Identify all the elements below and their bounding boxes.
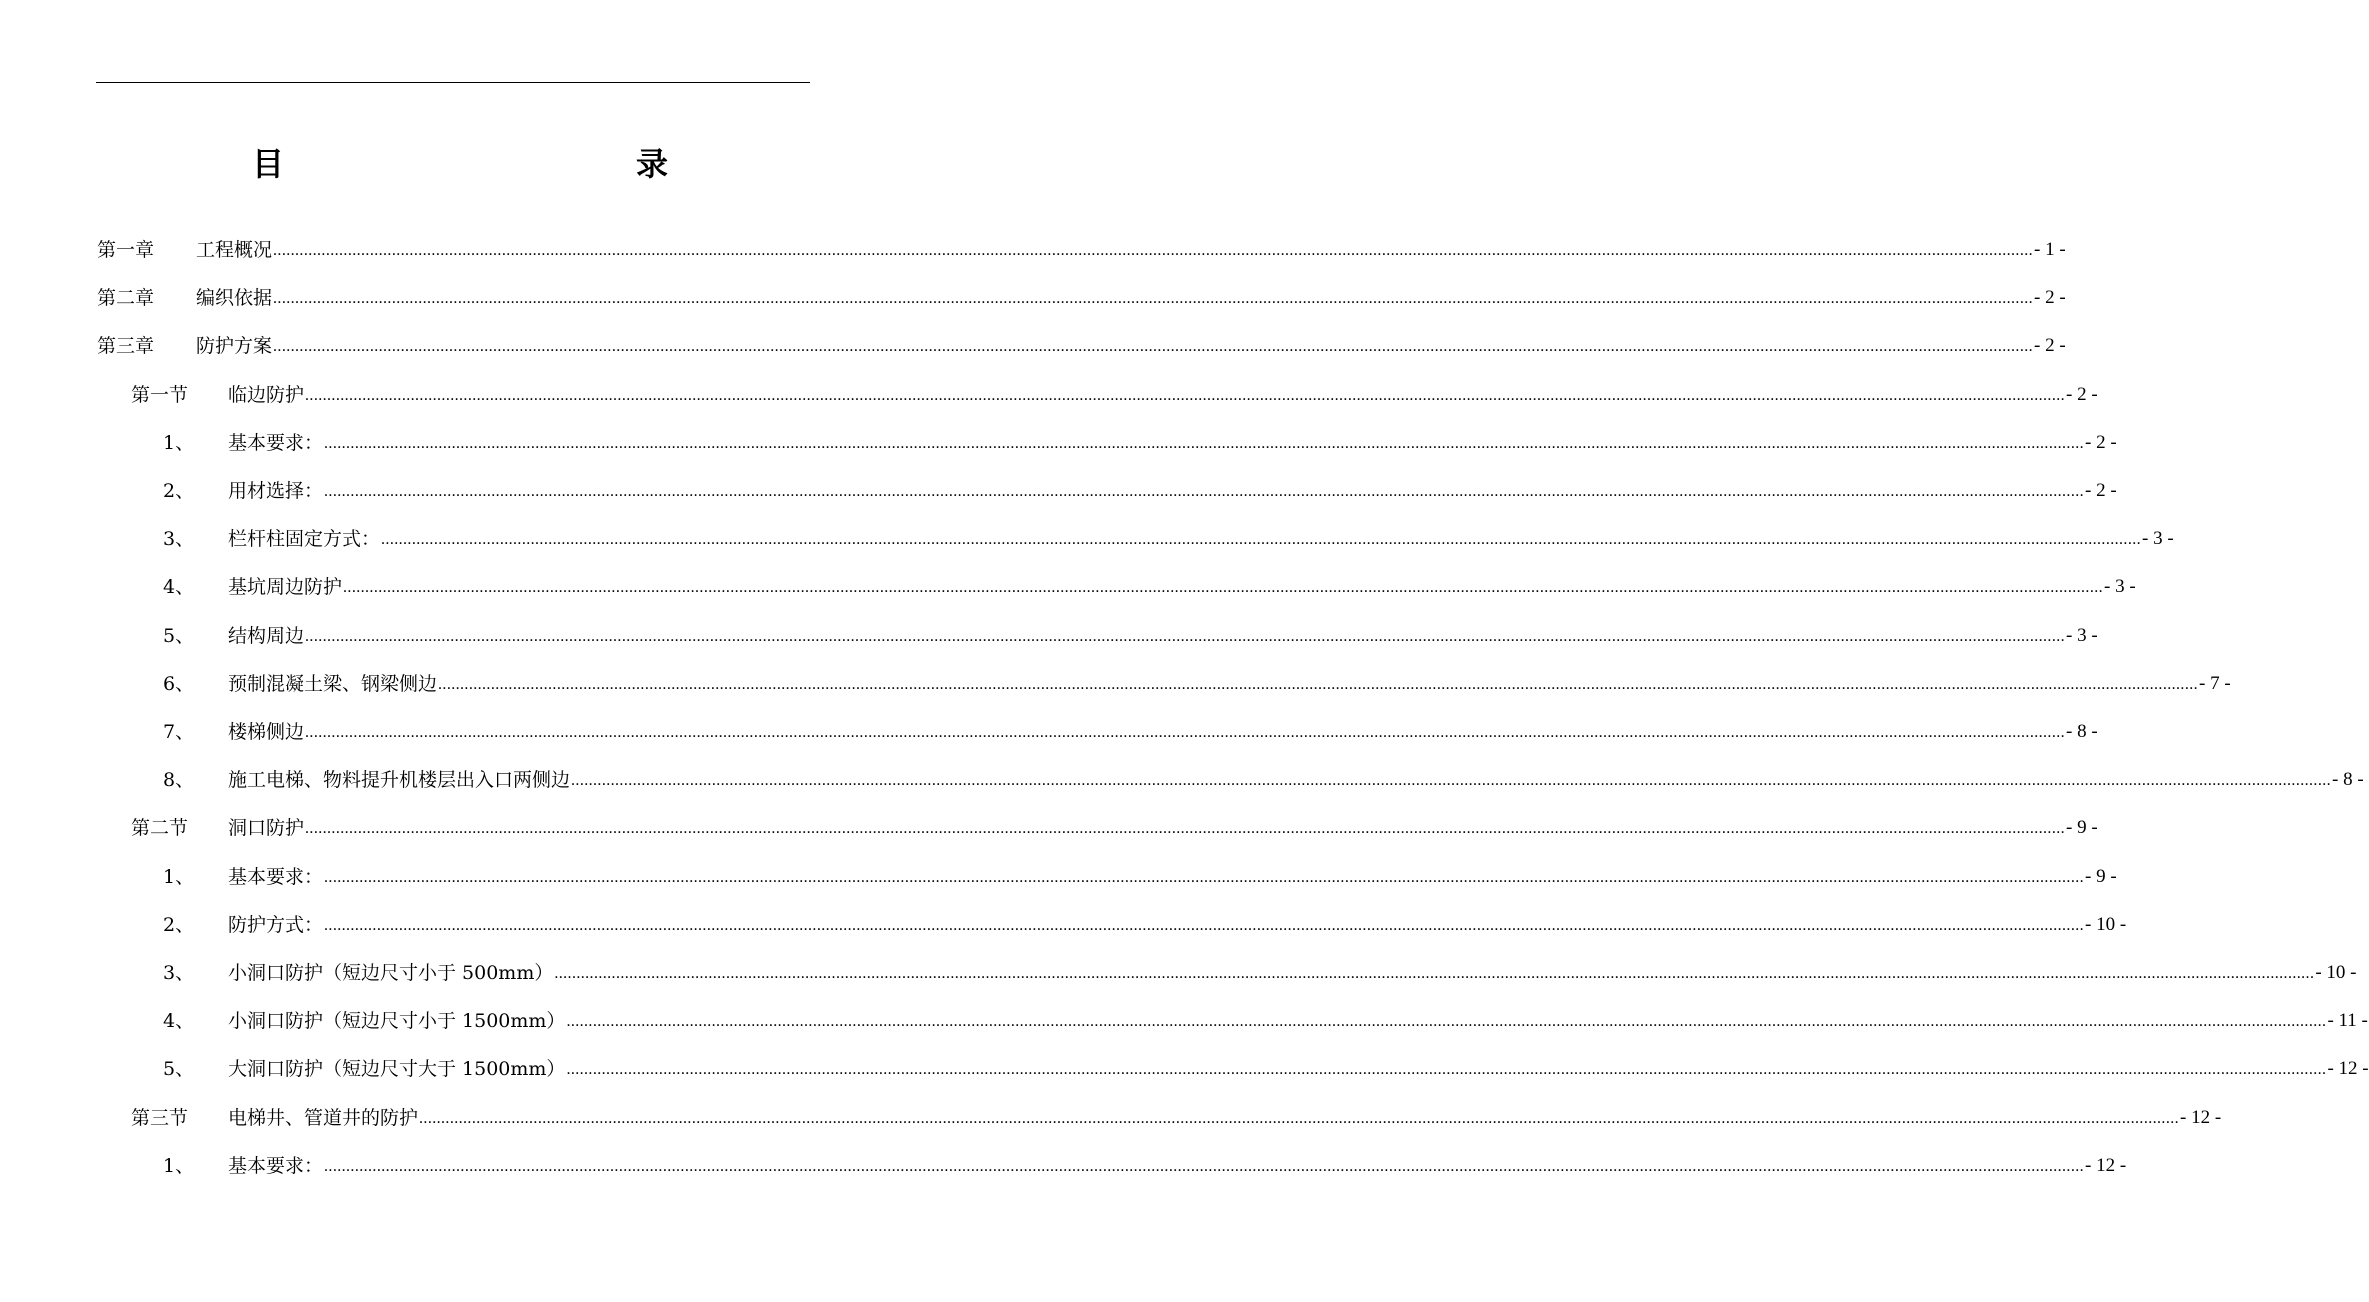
toc-entry-page: - 11 - bbox=[2327, 1010, 2368, 1031]
toc-entry-title: 基本要求： bbox=[228, 866, 324, 888]
toc-entry-title: 工程概况 bbox=[196, 239, 273, 261]
toc-entry-title: 编织依据 bbox=[196, 287, 273, 309]
toc-dot-leader: ................................................................................................................................................................................................................................................................................................................................................................................................................ bbox=[305, 724, 2066, 741]
toc-entry-number: 5、 bbox=[163, 1058, 195, 1080]
toc-entry-page: - 12 - bbox=[2085, 1155, 2127, 1176]
toc-entry[interactable] bbox=[97, 285, 2066, 311]
toc-entry-title: 电梯井、管道井的防护 bbox=[228, 1107, 419, 1129]
toc-dot-leader: ................................................................................................................................................................................................................................................................................................................................................................................................................ bbox=[438, 676, 2199, 693]
toc-entry-page: - 3 - bbox=[2104, 576, 2136, 597]
toc-entry-title: 预制混凝土梁、钢梁侧边 bbox=[228, 673, 438, 695]
toc-entry-title: 用材选择： bbox=[228, 480, 324, 502]
toc-dot-leader: ................................................................................................................................................................................................................................................................................................................................................................................................................ bbox=[343, 579, 2104, 596]
toc-entry-page: - 2 - bbox=[2066, 384, 2098, 405]
toc-entry[interactable] bbox=[131, 815, 2098, 841]
toc-entry-number: 第三章 bbox=[97, 335, 155, 357]
toc-dot-leader: ................................................................................................................................................................................................................................................................................................................................................................................................................ bbox=[273, 290, 2034, 307]
toc-entry[interactable] bbox=[163, 430, 2117, 456]
toc-entry-number: 8、 bbox=[163, 769, 195, 791]
toc-entry-page: - 12 - bbox=[2180, 1107, 2222, 1128]
toc-entry[interactable] bbox=[163, 478, 2117, 504]
toc-entry-page: - 2 - bbox=[2085, 432, 2117, 453]
toc-entry-number: 2、 bbox=[163, 914, 195, 936]
toc-entry[interactable] bbox=[163, 960, 2357, 986]
toc-entry-page: - 8 - bbox=[2066, 721, 2098, 742]
toc-dot-leader: ................................................................................................................................................................................................................................................................................................................................................................................................................ bbox=[324, 917, 2085, 934]
toc-entry-number: 第一章 bbox=[97, 239, 155, 261]
toc-entry-number: 4、 bbox=[163, 576, 195, 598]
toc-entry[interactable] bbox=[131, 1105, 2222, 1131]
toc-entry-page: - 3 - bbox=[2066, 625, 2098, 646]
toc-entry-title: 结构周边 bbox=[228, 625, 305, 647]
toc-entry-number: 第二章 bbox=[97, 287, 155, 309]
toc-entry-number: 1、 bbox=[163, 432, 195, 454]
toc-entry[interactable] bbox=[163, 864, 2117, 890]
toc-entry-page: - 3 - bbox=[2142, 528, 2174, 549]
toc-entry-number: 5、 bbox=[163, 625, 195, 647]
toc-entry[interactable] bbox=[163, 912, 2127, 938]
toc-entry[interactable] bbox=[163, 1153, 2127, 1179]
toc-dot-leader: ................................................................................................................................................................................................................................................................................................................................................................................................................ bbox=[419, 1110, 2180, 1127]
toc-entry-title: 小洞口防护（短边尺寸小于 500mm） bbox=[228, 962, 554, 984]
toc-entry-title: 施工电梯、物料提升机楼层出入口两侧边 bbox=[228, 769, 571, 791]
toc-entry-title: 楼梯侧边 bbox=[228, 721, 305, 743]
toc-dot-leader: ................................................................................................................................................................................................................................................................................................................................................................................................................ bbox=[324, 1158, 2085, 1175]
toc-entry-title: 小洞口防护（短边尺寸小于 1500mm） bbox=[228, 1010, 566, 1032]
toc-entry[interactable] bbox=[163, 719, 2098, 745]
toc-entry[interactable] bbox=[163, 767, 2364, 793]
toc-entry-number: 第二节 bbox=[131, 817, 189, 839]
toc-entry-title: 大洞口防护（短边尺寸大于 1500mm） bbox=[228, 1058, 566, 1080]
toc-entry-number: 7、 bbox=[163, 721, 195, 743]
page-title: 目 录 bbox=[251, 145, 764, 183]
toc-entry-number: 第三节 bbox=[131, 1107, 189, 1129]
toc-entry[interactable] bbox=[97, 237, 2066, 263]
toc-entry-number: 1、 bbox=[163, 866, 195, 888]
toc-dot-leader: ................................................................................................................................................................................................................................................................................................................................................................................................................ bbox=[554, 965, 2315, 982]
toc-entry-title: 临边防护 bbox=[228, 384, 305, 406]
toc-entry-title: 基本要求： bbox=[228, 1155, 324, 1177]
toc-entry-number: 3、 bbox=[163, 528, 195, 550]
toc-entry-page: - 10 - bbox=[2315, 962, 2357, 983]
toc-entry-number: 6、 bbox=[163, 673, 195, 695]
toc-entry[interactable] bbox=[163, 574, 2136, 600]
toc-entry-page: - 2 - bbox=[2085, 480, 2117, 501]
toc-entry-page: - 2 - bbox=[2034, 287, 2066, 308]
toc-entry-number: 第一节 bbox=[131, 384, 189, 406]
toc-entry-page: - 1 - bbox=[2034, 239, 2066, 260]
toc-dot-leader: ................................................................................................................................................................................................................................................................................................................................................................................................................ bbox=[324, 435, 2085, 452]
toc-entry-number: 2、 bbox=[163, 480, 195, 502]
toc-entry-page: - 9 - bbox=[2085, 866, 2117, 887]
toc-entry[interactable] bbox=[163, 671, 2231, 697]
toc-entry-title: 栏杆柱固定方式： bbox=[228, 528, 381, 550]
toc-entry-page: - 10 - bbox=[2085, 914, 2127, 935]
toc-entry-page: - 9 - bbox=[2066, 817, 2098, 838]
toc-entry-page: - 8 - bbox=[2332, 769, 2364, 790]
toc-dot-leader: ................................................................................................................................................................................................................................................................................................................................................................................................................ bbox=[324, 869, 2085, 886]
toc-dot-leader: ................................................................................................................................................................................................................................................................................................................................................................................................................ bbox=[273, 242, 2034, 259]
toc-entry-title: 基本要求： bbox=[228, 432, 324, 454]
toc-entry-number: 1、 bbox=[163, 1155, 195, 1177]
toc-dot-leader: ................................................................................................................................................................................................................................................................................................................................................................................................................ bbox=[273, 338, 2034, 355]
toc-entry-title: 防护方式： bbox=[228, 914, 324, 936]
toc-entry[interactable] bbox=[163, 526, 2174, 552]
toc-entry-number: 3、 bbox=[163, 962, 195, 984]
toc-entry[interactable] bbox=[163, 1008, 2368, 1034]
toc-dot-leader: ................................................................................................................................................................................................................................................................................................................................................................................................................ bbox=[566, 1061, 2327, 1078]
toc-entry[interactable] bbox=[163, 623, 2098, 649]
toc-entry-title: 洞口防护 bbox=[228, 817, 305, 839]
toc-dot-leader: ................................................................................................................................................................................................................................................................................................................................................................................................................ bbox=[305, 820, 2066, 837]
toc-dot-leader: ................................................................................................................................................................................................................................................................................................................................................................................................................ bbox=[571, 772, 2332, 789]
toc-entry[interactable] bbox=[163, 1056, 2369, 1082]
toc-dot-leader: ................................................................................................................................................................................................................................................................................................................................................................................................................ bbox=[566, 1013, 2327, 1030]
toc-entry-page: - 12 - bbox=[2327, 1058, 2369, 1079]
toc-dot-leader: ................................................................................................................................................................................................................................................................................................................................................................................................................ bbox=[305, 628, 2066, 645]
toc-dot-leader: ................................................................................................................................................................................................................................................................................................................................................................................................................ bbox=[381, 531, 2142, 548]
toc-entry[interactable] bbox=[131, 382, 2098, 408]
toc-entry-page: - 2 - bbox=[2034, 335, 2066, 356]
toc-entry[interactable] bbox=[97, 333, 2066, 359]
header-rule bbox=[96, 82, 810, 83]
toc-dot-leader: ................................................................................................................................................................................................................................................................................................................................................................................................................ bbox=[324, 483, 2085, 500]
toc-entry-page: - 7 - bbox=[2199, 673, 2231, 694]
toc-dot-leader: ................................................................................................................................................................................................................................................................................................................................................................................................................ bbox=[305, 387, 2066, 404]
toc-entry-number: 4、 bbox=[163, 1010, 195, 1032]
toc-entry-title: 基坑周边防护 bbox=[228, 576, 343, 598]
toc-entry-title: 防护方案 bbox=[196, 335, 273, 357]
